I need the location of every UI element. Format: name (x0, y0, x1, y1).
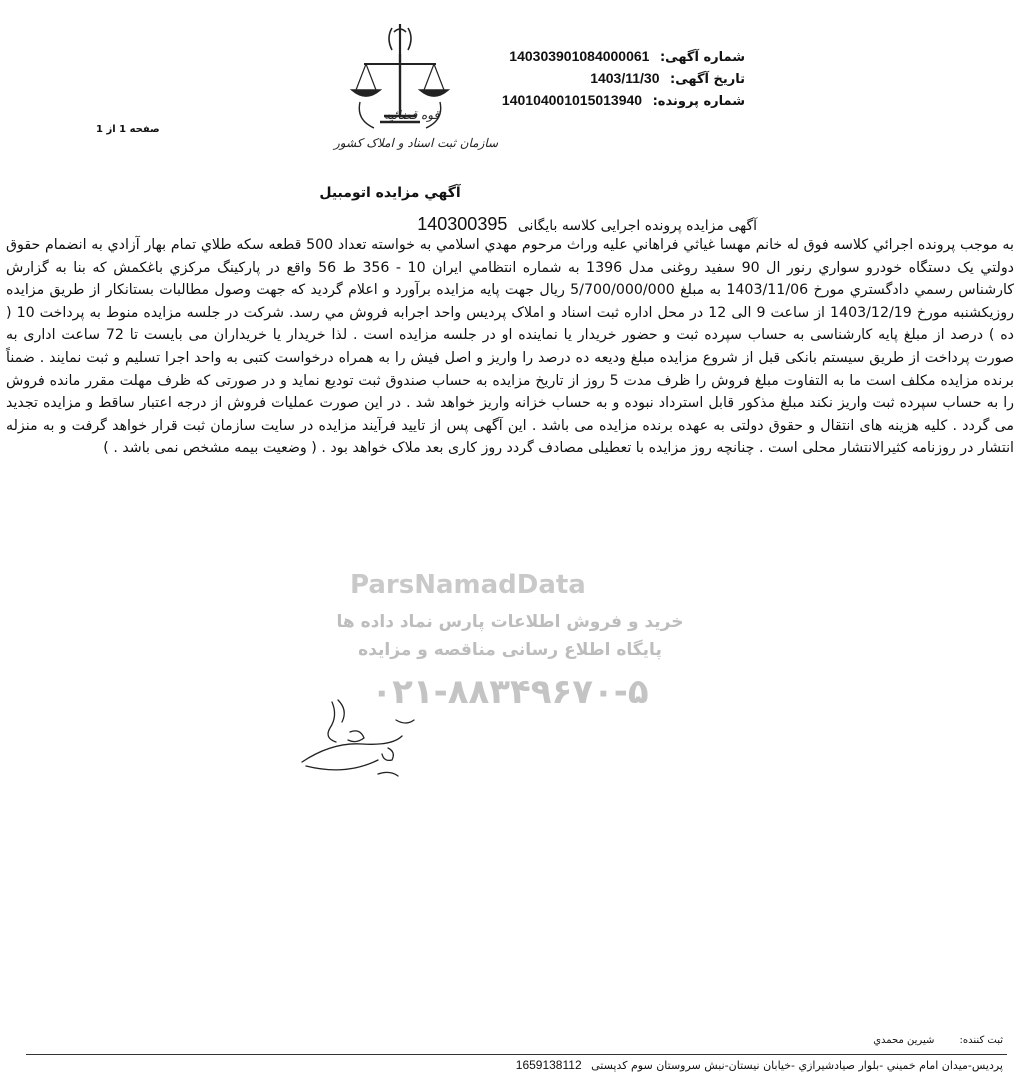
ad-date: 1403/11/30 (590, 70, 660, 86)
file-number-row (502, 90, 745, 112)
ad-date-row (502, 68, 745, 90)
registrar-label: ثبت كننده: (959, 1035, 1003, 1046)
file-number: 140104001015013940 (501, 92, 643, 108)
watermark-line1: خرید و فروش اطلاعات پارس نماد داده ها (336, 612, 684, 632)
file-archive-line (417, 214, 757, 235)
watermark-line2: پایگاه اطلاع رسانی مناقصه و مزایده (358, 640, 662, 660)
ad-number-label: شماره آگهی: (659, 50, 745, 65)
emblem-line1: قوه قضائیه (384, 108, 440, 122)
ad-date-label: تاریخ آگهی: (670, 72, 745, 87)
file-archive-label: آگهی مزایده پرونده اجرایی کلاسه بایگانی (517, 218, 757, 234)
footer-divider (26, 1054, 1007, 1055)
watermark-logo: ParsNamadData (350, 570, 586, 600)
document-body: به موجب پرونده اجرائي كلاسه فوق له خانم مهسا غياثي فراهاني عليه وراث مرحوم مهدي اسلامي به خواسته تعداد 500 قطعه سكه طلاي تمام بهار آزادي به انضمام حقوق دولتي يک دستگاه خودرو سواري رنور ال 90 سفيد روغنی مدل 1396 به شماره انتظامي ايران 10 - 356 ط 56 واقع در پاركينگ مركزي باغكمش كه بنا به گزارش كارشناس رسمي دادگستري مورخ 1403/11/06 به مبلغ 5/700/000/000 ريال جهت پايه مزايده برآورد و اعلام گرديد كه جهت وصول مطالبات بستانكار از طريق مزايده روزيكشنبه مورخ 1403/12/19 از ساعت 9 الی 12 در محل اداره ثبت اسناد و املاک پرديس واحد اجرابه فروش مي رسد. شرکت در جلسه مزايده منوط به پرداخت 10 ( ده ) درصد از مبلغ پايه کارشناسی به حساب سپرده ثبت و حضور خريدار يا نماينده او در جلسه مزايده است . لذا خريدار يا خريداران می بايست تا 72 ساعت اداری به صورت پرداخت از طريق سيستم بانکی قبل از شروع مزايده مبلغ وديعه ده درصد را واريز و اصل فيش را به همراه درخواست کتبی به واحد اجرا تسليم و ثبت نمايند . ضمناً برنده مزايده مکلف است ما به التفاوت مبلغ فروش را ظرف مدت 5 روز از تاريخ مزايده به حساب صندوق ثبت توديع نمايد و در صورتی که ظرف مهلت مقرر مانده فروش را به حساب سپرده ثبت واريز نکند مبلغ مذکور قابل استرداد نبوده و به حساب خزانه واريز خواهد شد . در اين صورت عمليات فروش از درجه اعتبار ساقط و مزايده تجديد می گردد . کليه هزينه های انتقال و حقوق دولتی به عهده برنده مزايده می باشد . اين آگهی پس از تاييد فرآيند مزايده در سايت سازمان ثبت قرار خواهد گرفت و به منزله انتشار در روزنامه کثيرالانتشار محلی است . چنانچه روز مزايده با تعطيلی مصادف گردد روز کاری بعد ملاک خواهد بود . ( وضعيت بيمه مشخص نمی باشد . ) (6, 237, 1015, 457)
ad-number-row (502, 46, 745, 68)
footer-address (516, 1058, 1003, 1072)
file-number-label: شماره پرونده: (652, 94, 745, 109)
page-indicator: صفحه 1 از 1 (96, 124, 160, 135)
postal-code: 1659138112 (515, 1058, 582, 1072)
file-archive-number: 140300395 (417, 214, 508, 234)
address-text: پرديس-ميدان امام خميني -بلوار صيادشيرازي -خيابان نيستان-نبش سروستان سوم كدپستی (591, 1059, 1003, 1072)
footer-registrar (873, 1035, 1003, 1046)
ad-number: 140303901084000061 (509, 48, 650, 64)
judiciary-emblem-icon (330, 18, 499, 158)
header-meta (502, 46, 745, 112)
signature-icon (292, 692, 442, 784)
document-title: آگهي مزايده اتومبيل (319, 185, 461, 201)
registrar-name: شيرين محمدي (873, 1035, 935, 1046)
watermark-phone: ۰۲۱-۸۸۳۴۹۶۷۰-۵ (371, 672, 649, 712)
emblem-line2: سازمان ثبت اسناد و املاک کشور (334, 136, 499, 150)
